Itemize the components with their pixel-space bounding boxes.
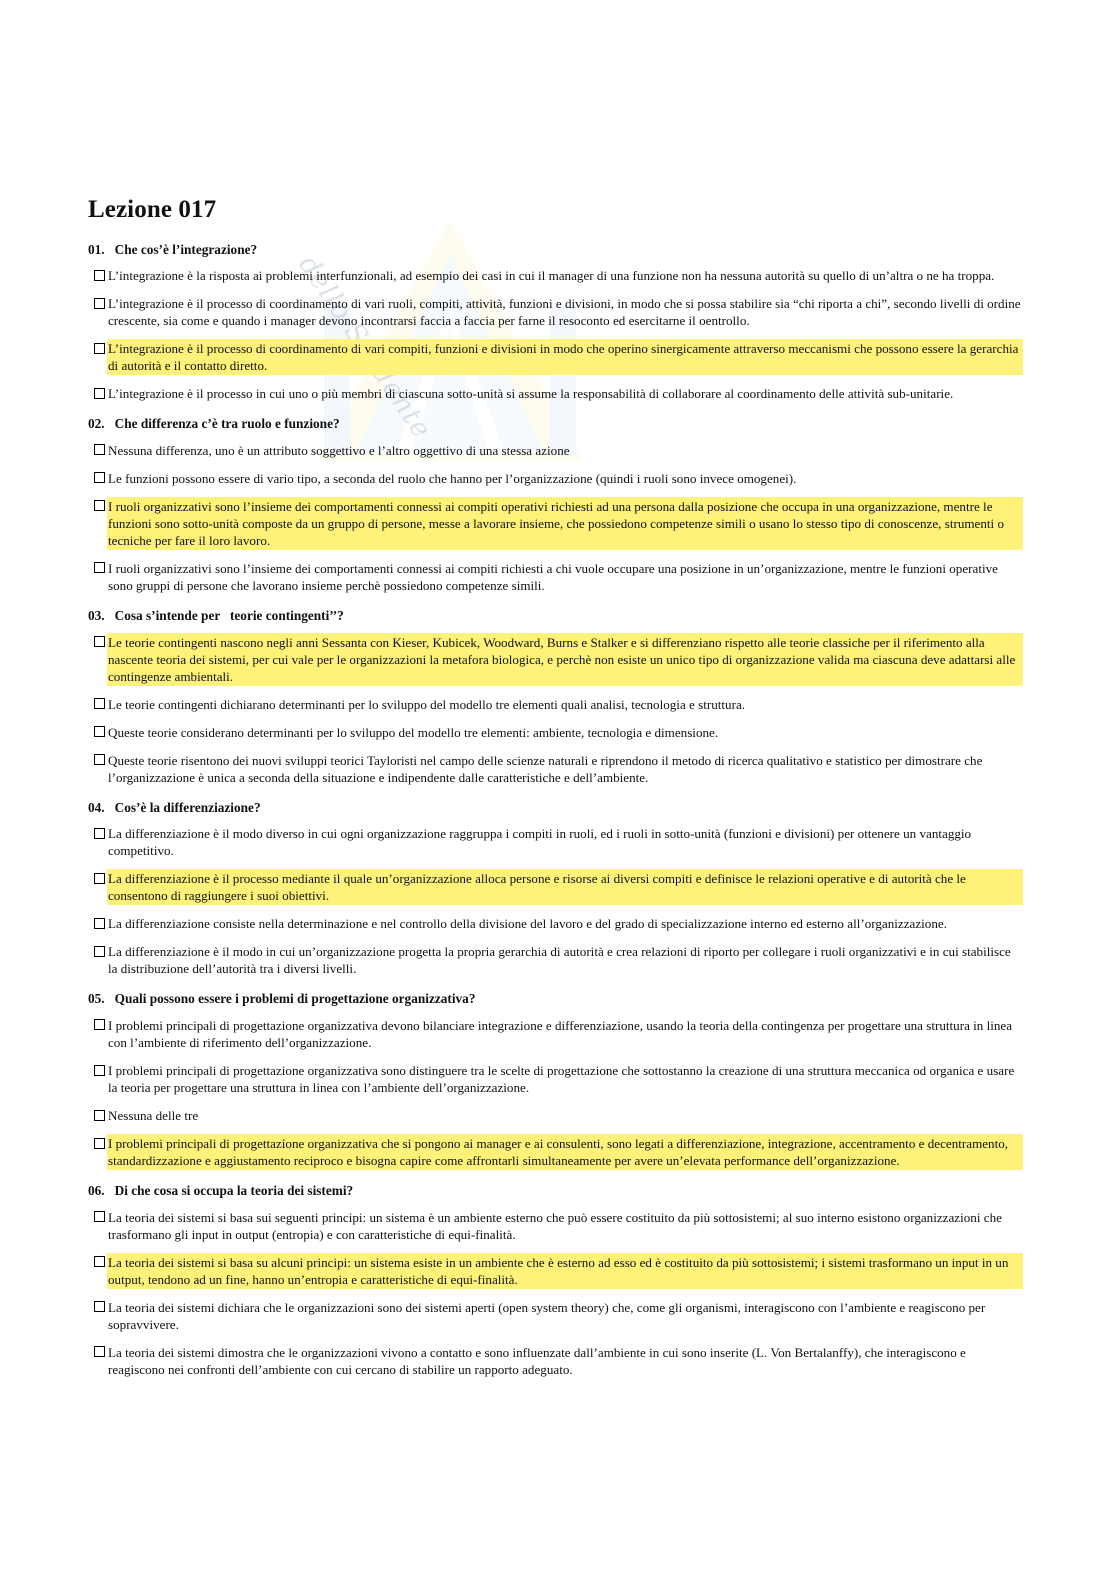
- answer-label: Le teorie contingenti dichiarano determinanti per lo sviluppo del modello tre elementi quali analisi, tecnologia e struttura.: [108, 696, 746, 712]
- question-heading: [88, 608, 1022, 625]
- checkbox-icon[interactable]: [94, 946, 105, 957]
- answer-option[interactable]: [88, 1062, 1022, 1096]
- answer-label: La differenziazione è il modo diverso in cui ogni organizzazione raggruppa i compiti in ruoli, ed i ruoli in sotto-unità (funzioni e divisioni) per ottenere un vantaggio competitivo.: [108, 826, 972, 859]
- checkbox-icon[interactable]: [94, 500, 105, 511]
- answer-option[interactable]: [88, 442, 1022, 459]
- question-heading: [88, 991, 1022, 1008]
- checkbox-icon[interactable]: [94, 562, 105, 573]
- answer-option[interactable]: [88, 1017, 1022, 1051]
- answer-option[interactable]: [88, 385, 1022, 402]
- answer-option-highlighted[interactable]: [88, 498, 1022, 549]
- checkbox-icon[interactable]: [94, 636, 105, 647]
- answer-label: La teoria dei sistemi si basa sui seguenti principi: un sistema è un ambiente esterno che può essere costituito da più sottosistemi; al suo interno esistono organizzazioni che trasformano gli input in output (entropia) e con caratteristiche di equi-finalità.: [108, 1209, 1002, 1242]
- checkbox-icon[interactable]: [94, 698, 105, 709]
- checkbox-icon[interactable]: [94, 1110, 105, 1121]
- question-number: 05.: [88, 991, 105, 1007]
- answer-option-highlighted[interactable]: [88, 1135, 1022, 1169]
- answer-label: L’integrazione è la risposta ai problemi interfunzionali, ad esempio dei casi in cui il manager di una funzione non ha nessuna autorità su quello di un’altra o ne ha troppa.: [108, 268, 995, 284]
- answer-label: L’integrazione è il processo in cui uno o più membri di ciascuna sotto-unità si assume la responsabilità di collaborare al coordinamento delle attività sub-unitarie.: [108, 386, 954, 402]
- question-block: [88, 608, 1022, 786]
- answer-label: La teoria dei sistemi dimostra che le organizzazioni vivono a contatto e sono influenzate dall’ambiente in cui sono inserite (L. Von Bertalanffy), che interagiscono e reagiscono nei confronti dell’ambiente con cui cercano di stabilire un rapporto adeguato.: [108, 1344, 966, 1377]
- answer-option-highlighted[interactable]: [88, 870, 1022, 904]
- answer-label: L’integrazione è il processo di coordinamento di vari ruoli, compiti, attività, funzioni e divisioni, in modo che si possa stabilire sia “chi riporta a chi”, secondo livelli di ordine crescente, sia come e quando i manager devono incontrarsi faccia a faccia per farne il resoconto ed esercitarne il oentrollo.: [108, 296, 1021, 329]
- answer-option-highlighted[interactable]: [88, 340, 1022, 374]
- question-text: Cosa s’intende per teorie contingenti’’?: [114, 607, 344, 623]
- checkbox-icon[interactable]: [94, 1211, 105, 1222]
- question-heading: [88, 242, 1022, 259]
- answer-option[interactable]: [88, 1107, 1022, 1124]
- checkbox-icon[interactable]: [94, 1019, 105, 1030]
- question-number: 02.: [88, 416, 105, 432]
- question-heading: [88, 416, 1022, 433]
- checkbox-icon[interactable]: [94, 343, 105, 354]
- checkbox-icon[interactable]: [94, 754, 105, 765]
- answer-label: Queste teorie considerano determinanti per lo sviluppo del modello tre elementi: ambiente, tecnologia e dimensione.: [108, 724, 719, 740]
- checkbox-icon[interactable]: [94, 1138, 105, 1149]
- checkbox-icon[interactable]: [94, 726, 105, 737]
- answer-option[interactable]: [88, 1209, 1022, 1243]
- answer-label: I problemi principali di progettazione organizzativa devono bilanciare integrazione e differenziazione, usando la teoria della contingenza per progettare una struttura in linea con l’ambiente di riferimento dell’organizzazione.: [108, 1017, 1013, 1050]
- answer-label: Le teorie contingenti nascono negli anni Sessanta con Kieser, Kubicek, Woodward, Burns e Stalker e si differenziano rispetto alle teorie classiche per il riferimento alla nascente teoria dei sistemi, per cui vale per le organizzazioni la metafora biologica, e perchè non esiste un unico tipo di organizzazione valida ma ciascuna deve adattarsi alle contingenze ambientali.: [108, 634, 1022, 685]
- question-number: 03.: [88, 607, 105, 623]
- question-text: Quali possono essere i problemi di progettazione organizzativa?: [114, 991, 476, 1007]
- answer-option[interactable]: [88, 295, 1022, 329]
- answer-label: I ruoli organizzativi sono l’insieme dei comportamenti connessi ai compiti richiesti a chi vuole occupare una posizione in un’organizzazione, mentre le funzioni operative sono gruppi di persone che lavorano insieme perchè possiedono competenze simili.: [108, 560, 998, 593]
- checkbox-icon[interactable]: [94, 270, 105, 281]
- question-text: Cos’è la differenziazione?: [114, 799, 261, 815]
- question-block: [88, 1183, 1022, 1378]
- answer-label: La teoria dei sistemi si basa su alcuni principi: un sistema esiste in un ambiente che è esterno ad esso ed è costituito da più sottosistemi; i sistemi trasformano un input in un output, tendono ad un fine, hanno un’entropia e caratteristiche di equi-finalità.: [108, 1254, 1022, 1288]
- checkbox-icon[interactable]: [94, 1301, 105, 1312]
- answer-label: Nessuna differenza, uno è un attributo soggettivo e l’altro oggettivo di una stessa azione: [108, 442, 570, 458]
- answer-label: I problemi principali di progettazione organizzativa che si pongono ai manager e ai consulenti, sono legati a differenziazione, integrazione, accentramento e decentramento, standardizzazione e aggiustamento reciproco e bisogna capire come affrontarli simultaneamente per avere un’elevata performance dell’organizzazione.: [108, 1135, 1022, 1169]
- answer-option[interactable]: [88, 696, 1022, 713]
- answer-option[interactable]: [88, 825, 1022, 859]
- question-block: [88, 242, 1022, 403]
- checkbox-icon[interactable]: [94, 918, 105, 929]
- checkbox-icon[interactable]: [94, 873, 105, 884]
- checkbox-icon[interactable]: [94, 1065, 105, 1076]
- answer-option-highlighted[interactable]: [88, 634, 1022, 685]
- answer-option[interactable]: [88, 1299, 1022, 1333]
- question-number: 04.: [88, 799, 105, 815]
- question-number: 01.: [88, 241, 105, 257]
- answer-option[interactable]: [88, 1344, 1022, 1378]
- answer-option[interactable]: [88, 470, 1022, 487]
- checkbox-icon[interactable]: [94, 444, 105, 455]
- answer-label: Queste teorie risentono dei nuovi sviluppi teorici Tayloristi nel campo delle scienze naturali e riprendono il metodo di ricerca qualitativo e statistico per dimostrare che l’organizzazione è unica a seconda della situazione e indipendente dalle caratteristiche e dell’ambiente.: [108, 752, 983, 785]
- answer-label: L’integrazione è il processo di coordinamento di vari compiti, funzioni e divisioni in modo che operino sinergicamente attraverso meccanismi che possono essere la gerarchia di autorità e il contatto diretto.: [108, 340, 1022, 374]
- checkbox-icon[interactable]: [94, 298, 105, 309]
- answer-label: La differenziazione è il processo mediante il quale un’organizzazione alloca persone e risorse ai diversi compiti e definisce le relazioni operative e di autorità che le consentono di raggiungere i suoi obiettivi.: [108, 870, 1022, 904]
- answer-option[interactable]: [88, 267, 1022, 284]
- question-number: 06.: [88, 1183, 105, 1199]
- question-heading: [88, 800, 1022, 817]
- checkbox-icon[interactable]: [94, 828, 105, 839]
- question-block: [88, 416, 1022, 594]
- question-text: Che differenza c’è tra ruolo e funzione?: [114, 416, 340, 432]
- question-text: Che cos’è l’integrazione?: [114, 241, 258, 257]
- answer-label: I ruoli organizzativi sono l’insieme dei comportamenti connessi ai compiti operativi richiesti ad una persona dalla posizione che occupa in una organizzazione, mentre le funzioni sono sotto-unità composte da un gruppo di persone, messe a lavorare insieme, che possiedono competenze simili o usano lo stesso tipo di conoscenze, strumenti o tecniche per fare il loro lavoro.: [108, 498, 1022, 549]
- question-block: [88, 800, 1022, 978]
- answer-label: Nessuna delle tre: [108, 1108, 199, 1124]
- answer-label: La differenziazione consiste nella determinazione e nel controllo della divisione del lavoro e del grado di specializzazione interno ed esterno all’organizzazione.: [108, 916, 947, 932]
- answer-option-highlighted[interactable]: [88, 1254, 1022, 1288]
- answer-option[interactable]: [88, 560, 1022, 594]
- page-title: Lezione 017: [88, 196, 217, 223]
- checkbox-icon[interactable]: [94, 1346, 105, 1357]
- checkbox-icon[interactable]: [94, 388, 105, 399]
- answer-option[interactable]: [88, 724, 1022, 741]
- checkbox-icon[interactable]: [94, 1256, 105, 1267]
- answer-option[interactable]: [88, 915, 1022, 932]
- answer-label: La teoria dei sistemi dichiara che le organizzazioni sono dei sistemi aperti (open system theory) che, come gli organismi, interagiscono con l’ambiente e reagiscono per sopravvivere.: [108, 1299, 986, 1332]
- answer-label: La differenziazione è il modo in cui un’organizzazione progetta la propria gerarchia di autorità e crea relazioni di riporto per collegare i ruoli organizzativi e in cui stabilisce la distribuzione dell’autorità tra i diversi livelli.: [108, 944, 1011, 977]
- question-block: [88, 991, 1022, 1169]
- answer-option[interactable]: [88, 752, 1022, 786]
- answer-option[interactable]: [88, 943, 1022, 977]
- answer-label: Le funzioni possono essere di vario tipo, a seconda del ruolo che hanno per l’organizzazione (quindi i ruoli sono invece omogenei).: [108, 470, 797, 486]
- document-content: [88, 196, 1022, 1389]
- question-text: Di che cosa si occupa la teoria dei sistemi?: [114, 1183, 354, 1199]
- checkbox-icon[interactable]: [94, 472, 105, 483]
- answer-label: I problemi principali di progettazione organizzativa sono distinguere tra le scelte di progettazione che sottostanno la creazione di una struttura meccanica od organica e usare la teoria per progettare una struttura in linea con l’ambiente dell’organizzazione.: [108, 1063, 1015, 1096]
- question-heading: [88, 1183, 1022, 1200]
